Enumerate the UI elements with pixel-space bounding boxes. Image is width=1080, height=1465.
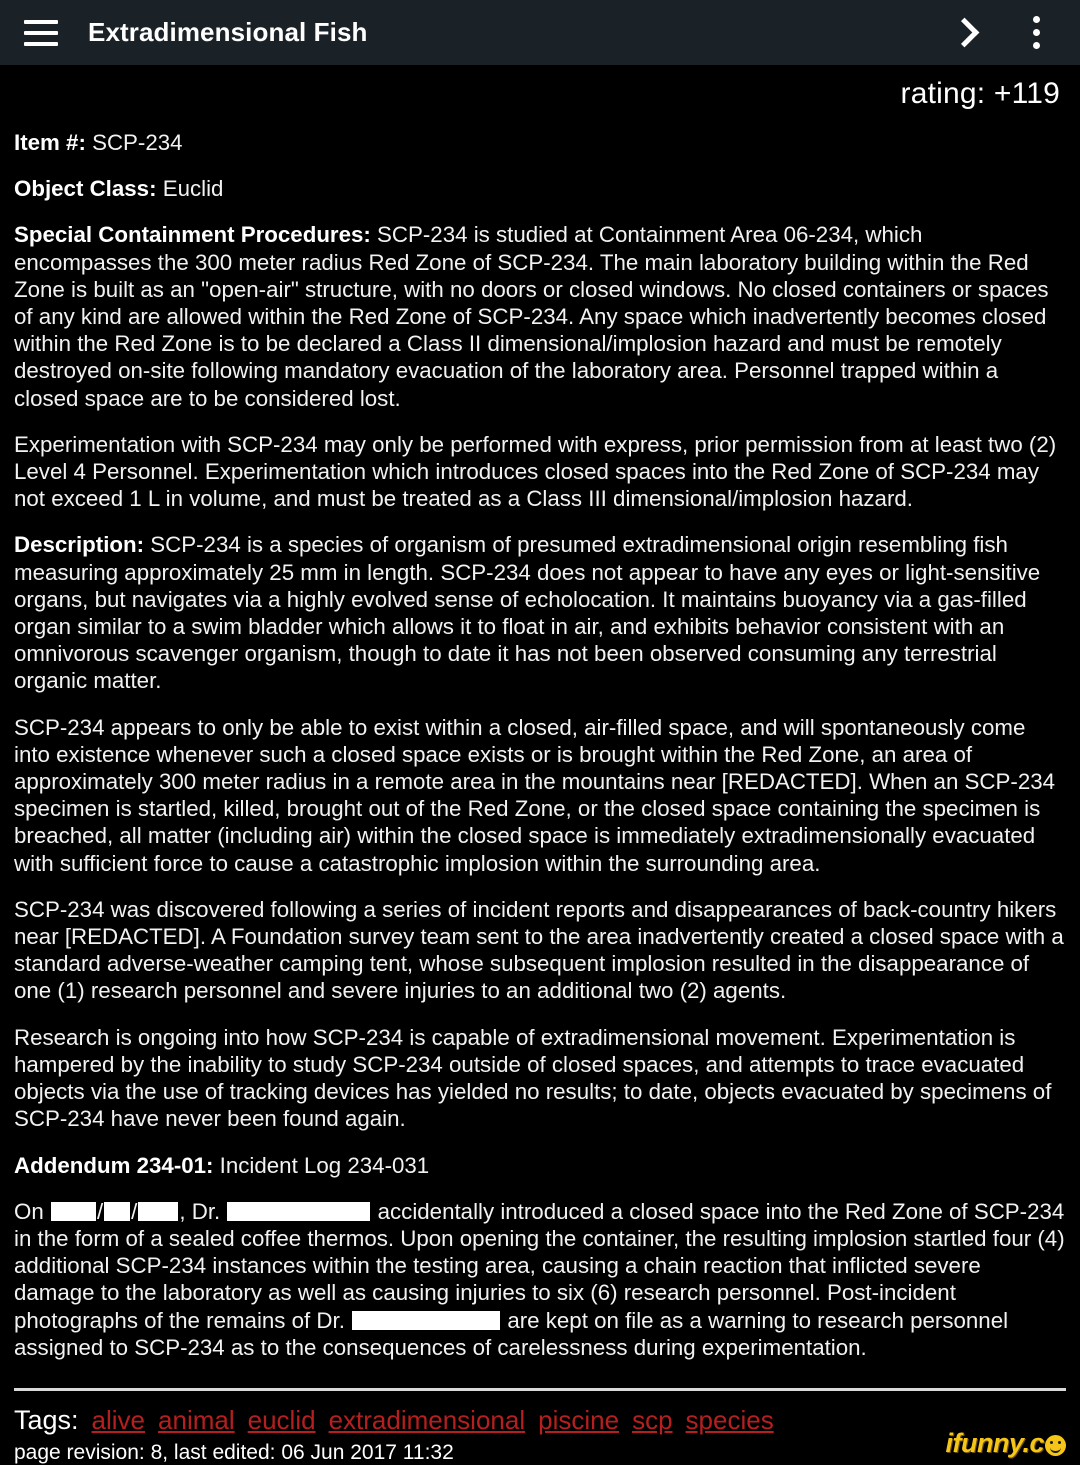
incident-body: accidentally introduced a closed space into the Red Zone of SCP-234 in the form of a sealed coffee thermos. Upon opening the container, the resulting implosion startled four (4) additional SCP-234 instances within the testing area, causing a chain reaction that inflicted severe damage to the laboratory as well as causing injuries to six (6) research personnel. Post-incident photographs of the remains of Dr. xyxy=(14,1198,1065,1333)
ifunny-watermark xyxy=(945,1428,1066,1459)
tags-row xyxy=(14,1405,1066,1436)
item-number-line xyxy=(14,129,1066,156)
special-containment-label: Special Containment Procedures: xyxy=(14,222,371,248)
tag-link-animal[interactable]: animal xyxy=(158,1405,235,1435)
chevron-right-icon[interactable] xyxy=(946,13,980,53)
hamburger-bar xyxy=(24,20,58,24)
addendum-label: Addendum 234-01: xyxy=(14,1152,214,1178)
tag-link-piscine[interactable]: piscine xyxy=(538,1405,620,1435)
kebab-dot xyxy=(1033,42,1040,49)
tags-label: Tags: xyxy=(14,1405,79,1435)
tag-link-species[interactable]: species xyxy=(685,1405,774,1435)
special-containment-paragraph xyxy=(14,221,1066,411)
item-number-label: Item #: xyxy=(14,130,86,155)
object-class-value: Euclid xyxy=(156,176,224,202)
object-class-label: Object Class: xyxy=(14,176,157,202)
item-number-value: SCP-234 xyxy=(85,130,183,155)
page-title: Extradimensional Fish xyxy=(88,17,368,47)
app-bar xyxy=(0,0,1080,65)
research-paragraph: Research is ongoing into how SCP-234 is capable of extradimensional movement. Experimentation is hampered by the inability to study SCP-234 outside of closed spaces, and attempts to trace evacuated objects via the use of tracking devices has yielded no results; to date, objects evacuated by specimens of SCP-234 have never been found again. xyxy=(14,1024,1052,1132)
watermark-text: ifunny.c xyxy=(945,1428,1044,1458)
discovery-paragraph: SCP-234 was discovered following a series of incident reports and disappearances of back-country hikers near [REDACTED]. A Foundation survey team sent to the area inadvertently created a closed space with a standard adverse-weather camping tent, whose subsequent implosion resulted in the disappearance of one (1) research personnel and severe injuries to an additional two (2) agents. xyxy=(14,896,1064,1004)
incident-tail: are kept on file as a warning to research personnel assigned to SCP-234 as to the consequences of carelessness during experimentation. xyxy=(14,1307,1009,1360)
hamburger-icon[interactable] xyxy=(24,20,58,46)
incident-slash-1: / xyxy=(96,1198,104,1224)
incident-prefix: On xyxy=(14,1198,50,1224)
addendum-value: Incident Log 234-031 xyxy=(213,1152,430,1178)
rating-value: rating: +119 xyxy=(900,77,1060,110)
description-body: SCP-234 is a species of organism of presumed extradimensional origin resembling fish measuring approximately 25 mm in length. SCP-234 does not appear to have any eyes or light-sensitive organs, but navigates via a highly evolved sense of echolocation. It maintains buoyancy via a gas-filled organ similar to a swim bladder which allows it to float in air, and exhibits behavior consistent with an omnivorous scavenger organism, though to date it has not been observed consuming any terrestrial organic matter. xyxy=(14,532,1041,694)
experimentation-paragraph: Experimentation with SCP-234 may only be performed with express, prior permission from at least two (2) Level 4 Personnel. Experimentation which introduces closed spaces into the Red Zone of SCP-234 may not exceed 1 L in volume, and must be treated as a Class III dimensional/implosion hazard. xyxy=(14,431,1057,512)
page-revision-text: page revision: 8, last edited: 06 Jun 2017 11:32 xyxy=(14,1441,454,1464)
smiley-face-icon xyxy=(1045,1435,1066,1456)
hamburger-bar xyxy=(24,31,58,35)
tag-link-alive[interactable]: alive xyxy=(91,1405,146,1435)
description-label: Description: xyxy=(14,532,145,558)
kebab-menu-icon[interactable] xyxy=(1018,13,1054,53)
object-class-line xyxy=(14,175,1066,202)
incident-slash-2: / xyxy=(131,1198,138,1224)
addendum-heading xyxy=(14,1152,1066,1179)
tag-link-euclid[interactable]: euclid xyxy=(247,1405,316,1435)
special-containment-body: SCP-234 is studied at Containment Area 06-234, which encompasses the 300 meter radius Red Zone of SCP-234. The main laboratory building within the Red Zone is built as an "open-air" structure, with no doors or closed windows. No closed containers or spaces of any kind are allowed within the Red Zone of SCP-234. Any space which inadvertently becomes closed within the Red Zone is to be declared a Class II dimensional/implosion hazard and must be remotely destroyed on-site following mandatory evacuation of the laboratory area. Personnel trapped within a closed space are to be considered lost. xyxy=(14,222,1049,411)
redaction-block-month xyxy=(51,1202,96,1221)
kebab-dot xyxy=(1033,16,1040,23)
footer-divider xyxy=(14,1388,1066,1391)
article-footer xyxy=(0,1388,1080,1465)
existence-paragraph: SCP-234 appears to only be able to exist within a closed, air-filled space, and will spontaneously come into existence whenever such a closed space exists or is brought within the Red Zone, an area of approximately 300 meter radius in a remote area in the mountains near [REDACTED]. When an SCP-234 specimen is startled, killed, brought out of the Red Zone, or the closed space containing the specimen is breached, all matter (including air) within the closed space is immediately extradimensionally evacuated with sufficient force to cause a catastrophic implosion within the surrounding area. xyxy=(14,714,1056,876)
article-content xyxy=(0,65,1080,1382)
tag-link-scp[interactable]: scp xyxy=(632,1405,673,1435)
hamburger-bar xyxy=(24,42,58,46)
redaction-block-name-2 xyxy=(352,1311,500,1330)
redaction-block-year xyxy=(138,1202,178,1221)
incident-middle: , Dr. xyxy=(179,1198,227,1224)
redaction-block-name-1 xyxy=(227,1202,370,1221)
kebab-dot xyxy=(1033,29,1040,36)
redaction-block-day xyxy=(104,1202,130,1221)
tag-link-extradimensional[interactable]: extradimensional xyxy=(328,1405,526,1435)
incident-log-paragraph xyxy=(14,1198,1066,1361)
description-paragraph xyxy=(14,531,1066,694)
